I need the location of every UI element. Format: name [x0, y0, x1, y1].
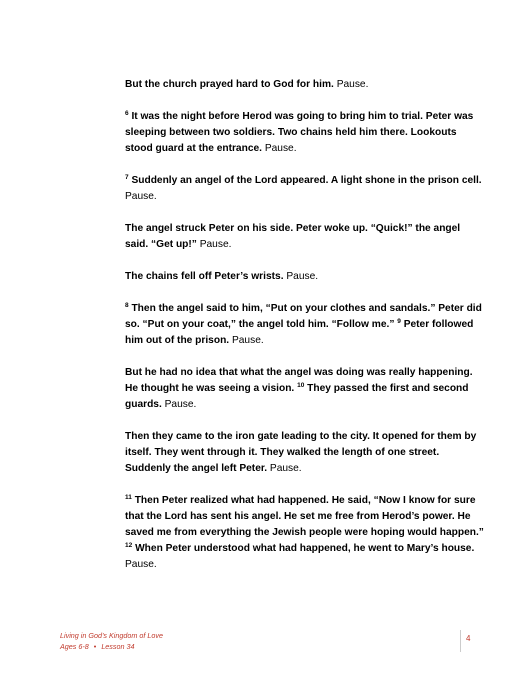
paragraph [125, 301, 485, 349]
verse-number: 10 [297, 382, 305, 389]
bold-text: Then Peter realized what had happened. He said, “Now I know for sure that the Lord has sent his angel. He set me free from Herod’s power. He saved me from everything the Jewish people were hoping would happen.” [125, 495, 484, 538]
pause-text: Pause. [196, 239, 232, 250]
pause-text: Pause. [261, 143, 297, 154]
pause-text: Pause. [267, 463, 302, 474]
bold-text: Peter followed him out of the prison. [125, 319, 474, 346]
bold-text: But he had no idea that what the angel was doing was really happening. He thought he was seeing a vision. [125, 367, 473, 394]
footer-divider [460, 630, 461, 652]
pause-text: Pause. [125, 559, 157, 570]
verse-number: 11 [125, 494, 132, 501]
verse-number: 8 [125, 302, 129, 309]
paragraph [125, 109, 485, 157]
footer-title: Living in God’s Kingdom of Love [60, 631, 163, 640]
paragraph [125, 429, 485, 477]
paragraph [125, 173, 485, 205]
verse-number: 12 [125, 542, 133, 549]
pause-text: Pause. [161, 399, 197, 410]
page-number: 4 [466, 634, 471, 643]
footer-bullet: • [93, 642, 97, 651]
footer-ages: Ages 6-8 [60, 642, 89, 651]
bold-text: The angel struck Peter on his side. Peter woke up. “Quick!” the angel said. “Get up!” [125, 223, 461, 250]
verse-number: 9 [397, 318, 401, 325]
bold-text: It was the night before Herod was going to bring him to trial. Peter was sleeping between two soldiers. Two chains held him there. Lookouts stood guard at the entrance. [125, 111, 474, 154]
paragraph [125, 493, 485, 573]
bold-text: The chains fell off Peter’s wrists. [125, 271, 284, 282]
footer-subtitle [60, 641, 163, 652]
bold-text: But the church prayed hard to God for him. [125, 79, 334, 90]
bold-text: They passed the first and second guards. [125, 383, 469, 410]
footer-lesson: Lesson 34 [101, 642, 135, 651]
pause-text: Pause. [333, 79, 369, 90]
pause-text: Pause. [125, 191, 157, 202]
bold-text: Then the angel said to him, “Put on your clothes and sandals.” Peter did so. “Put on your coat,” the angel told him. “Follow me.” [125, 303, 482, 330]
pause-text: Pause. [283, 271, 319, 282]
verse-number: 7 [125, 174, 129, 181]
bold-text: When Peter understood what had happened, he went to Mary’s house. [132, 543, 475, 554]
pause-text: Pause. [229, 335, 264, 346]
footer [60, 630, 163, 652]
paragraph [125, 221, 485, 253]
bold-text: Then they came to the iron gate leading to the city. It opened for them by itself. They went through it. They walked the length of one street. Suddenly the angel left Peter. [125, 431, 477, 474]
paragraph [125, 365, 485, 413]
paragraph [125, 77, 485, 93]
bold-text: Suddenly an angel of the Lord appeared. A light shone in the prison cell. [128, 175, 482, 186]
document-body [125, 77, 485, 589]
verse-number: 6 [125, 110, 129, 117]
paragraph [125, 269, 485, 285]
